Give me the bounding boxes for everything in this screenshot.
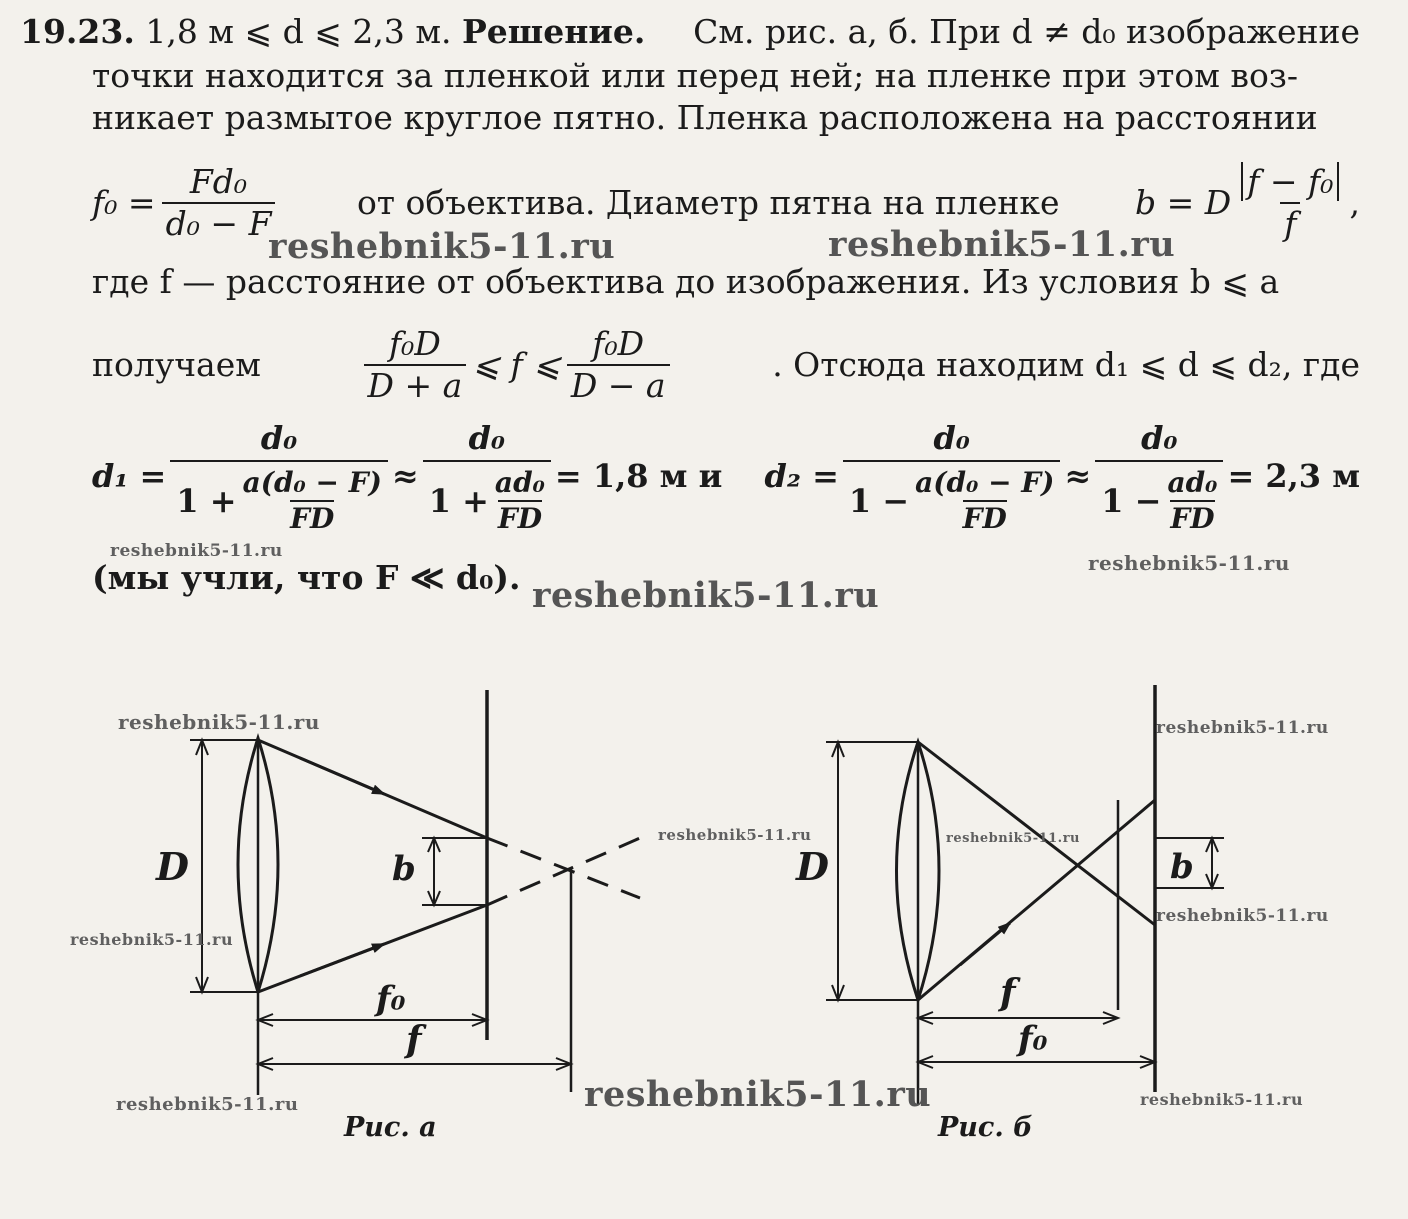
d2-den2-pre: 1 − (1101, 482, 1162, 520)
ineq-den2: D − a (567, 364, 670, 406)
problem-number: 19.23. (20, 12, 135, 51)
approx-sign-2: ≈ (1064, 457, 1092, 495)
f0-denominator: d₀ − F (162, 202, 276, 244)
ineq-num2: f₀D (592, 324, 645, 363)
d1-den-pre: 1 + (176, 482, 237, 520)
watermark: reshebnik5-11.ru (110, 541, 283, 561)
b-lhs: b = D (1134, 183, 1232, 222)
approx-sign-1: ≈ (391, 457, 419, 495)
d1-den2-den: FD (497, 502, 542, 535)
fig-b-label-b: b (1170, 847, 1194, 887)
watermark: reshebnik5-11.ru (1156, 718, 1329, 738)
d2-num2: d₀ (1141, 419, 1178, 457)
d2-den2-den: FD (1170, 502, 1215, 535)
fig-b-label-f0: f₀ (1018, 1019, 1048, 1059)
d1-den2-pre: 1 + (428, 482, 489, 520)
d2-result: = 2,3 м (1227, 457, 1360, 495)
fig-b-label-D: D (796, 844, 829, 889)
fig-b-label-f: f (1000, 972, 1016, 1014)
d1-den-num: a(d₀ − F) (242, 466, 382, 499)
f0-lhs: f₀ = (92, 183, 156, 222)
watermark: reshebnik5-11.ru (118, 710, 320, 734)
line6-end: . Отсюда находим d₁ ⩽ d ⩽ d₂, где (772, 345, 1360, 384)
line6-start: получаем (92, 345, 261, 384)
solution-label: Решение. (461, 12, 646, 51)
d2-num: d₀ (933, 419, 970, 457)
f0-numerator: Fd₀ (189, 162, 248, 201)
watermark: reshebnik5-11.ru (268, 226, 616, 267)
watermark: reshebnik5-11.ru (828, 224, 1176, 265)
ray-bottom-b (918, 800, 1155, 1000)
d1-num: d₀ (260, 419, 298, 457)
line3-text: никает размытое круглое пятно. Пленка расположена на расстоянии (92, 98, 1318, 137)
fig-a-label-f: f (406, 1019, 422, 1061)
d2-den-num: a(d₀ − F) (915, 466, 1055, 499)
watermark: reshebnik5-11.ru (1156, 906, 1329, 926)
caption-fig-a: Рис. а (344, 1112, 437, 1143)
d1-num2: d₀ (468, 419, 505, 457)
watermark: reshebnik5-11.ru (946, 831, 1081, 846)
b-denominator: f (1280, 202, 1300, 244)
watermark: reshebnik5-11.ru (584, 1074, 932, 1115)
ineq-num1: f₀D (388, 324, 441, 363)
fig-a-label-b: b (392, 849, 416, 889)
d2-den2-num: ad₀ (1167, 466, 1218, 499)
line8-text: (мы учли, что F ≪ d₀). (92, 558, 521, 597)
answer: 1,8 м ⩽ d ⩽ 2,3 м. (145, 12, 452, 51)
watermark: reshebnik5-11.ru (532, 575, 880, 616)
line2-text: точки находится за пленкой или перед ней; на пленке при этом воз- (92, 56, 1298, 95)
watermark: reshebnik5-11.ru (1088, 551, 1290, 575)
line1-rest: См. рис. а, б. При d ≠ d₀ изображение (693, 12, 1360, 51)
caption-fig-b: Рис. б (938, 1112, 1033, 1143)
fig-a-label-f0: f₀ (376, 979, 406, 1019)
watermark: reshebnik5-11.ru (658, 826, 812, 844)
d1-result: = 1,8 м и (554, 457, 723, 495)
watermark: reshebnik5-11.ru (1140, 1090, 1304, 1109)
d1-den-den: FD (290, 502, 335, 535)
watermark: reshebnik5-11.ru (116, 1094, 299, 1115)
d2-lhs: d₂ = (764, 457, 839, 495)
ineq-den1: D + a (364, 364, 467, 406)
b-numerator: f − f₀ (1241, 162, 1339, 201)
d2-den-pre: 1 − (848, 482, 910, 520)
line4-mid: от объектива. Диаметр пятна на пленке (356, 183, 1060, 222)
d1-lhs: d₁ = (92, 457, 167, 495)
fig-a-label-D: D (156, 844, 189, 889)
watermark: reshebnik5-11.ru (70, 930, 234, 949)
line4-end: , (1349, 183, 1360, 222)
d1-den2-num: ad₀ (494, 466, 545, 499)
line5-text: где f — расстояние от объектива до изображения. Из условия b ⩽ a (92, 262, 1280, 301)
d2-den-den: FD (962, 502, 1007, 535)
ineq-mid: ⩽ f ⩽ (472, 345, 561, 384)
